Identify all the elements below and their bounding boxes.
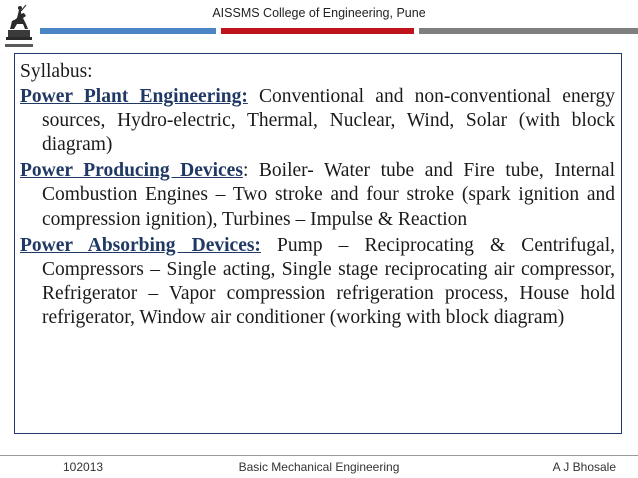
syllabus-label: Syllabus: <box>20 61 93 82</box>
footer-author: A J Bhosale <box>552 460 616 474</box>
section-text: Pump – Reciprocating & Centrifugal, Compressors – Single acting, Single stage reciprocating air compressor, Refrigerator – Vapor compression refrigeration process, House hold refrigerator, Window air conditioner (working with block diagram) <box>42 234 615 328</box>
syllabus-section-power-absorbing <box>20 234 615 330</box>
section-text: Conventional and non-conventional energy sources, Hydro-electric, Thermal, Nuclear, Wind, Solar (with block diagram) <box>42 86 615 156</box>
footer-divider <box>0 455 638 456</box>
syllabus-content <box>20 60 615 332</box>
header-bar-red <box>221 28 414 34</box>
syllabus-section-power-plant <box>20 85 615 157</box>
section-heading: Power Absorbing Devices: <box>20 234 261 256</box>
section-text: : Boiler- Water tube and Fire tube, Internal Combustion Engines – Two stroke and four stroke (spark ignition and compression ignition), Turbines – Impulse & Reaction <box>42 160 615 230</box>
header-title: AISSMS College of Engineering, Pune <box>212 6 426 20</box>
section-heading: Power Plant Engineering: <box>20 86 248 108</box>
section-heading: Power Producing Devices <box>20 160 243 182</box>
header-bar-blue <box>40 28 216 34</box>
syllabus-section-power-producing <box>20 159 615 231</box>
footer-course-code: 102013 <box>63 460 104 474</box>
footer-course-title: Basic Mechanical Engineering <box>238 460 400 474</box>
header-bar-gray <box>419 28 638 34</box>
